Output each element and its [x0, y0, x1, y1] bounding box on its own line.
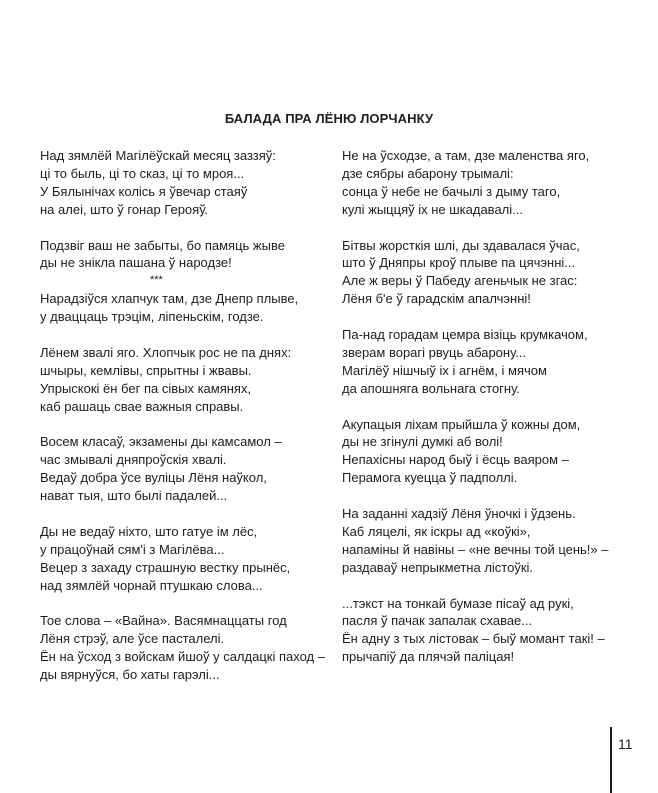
verse-line: ды не знікла пашана ў народзе!	[40, 255, 232, 271]
verse-line: Над зямлёй Магілёўскай месяц заззяў:	[40, 148, 276, 163]
stanza	[342, 147, 632, 219]
verse-line: сонца ў небе не бачылі з дыму таго,	[342, 183, 561, 199]
verse-line: Ён адну з тых лістовак – быў момант такі! –	[342, 631, 605, 647]
verse-line: прычапіў да плячэй паліцая!	[342, 649, 515, 665]
verse-line: шчыры, кемлівы, спрытны і жвавы.	[40, 362, 252, 378]
verse-line: Восем класаў, экзамены ды камсамол –	[40, 434, 282, 450]
stanza	[342, 505, 632, 577]
verse-line: над зямлёй чорнай птушкаю слова...	[40, 577, 263, 593]
verse-line: ...тэкст на тонкай бумазе пісаў ад рукі,	[342, 595, 574, 611]
page-number: 11	[618, 736, 633, 752]
verse-line: на алеі, што ў гонар Герояў.	[40, 201, 209, 217]
verse-line: Непахісны народ быў і ёсць ваяром –	[342, 452, 569, 468]
verse-line: у працоўнай сям'і з Магілёва...	[40, 541, 225, 557]
stanza	[342, 237, 632, 309]
verse-line: Вецер з захаду страшную вестку прынёс,	[40, 559, 291, 575]
section-divider: ***	[150, 274, 163, 287]
verse-line: напаміны й навіны – «не вечны той цень!» –	[342, 541, 609, 557]
verse-line: Тое слова – «Вайна». Васямнаццаты год	[40, 613, 287, 629]
stanza	[40, 344, 335, 416]
verse-line: нават тыя, што былі падалей...	[40, 488, 228, 504]
stanza	[40, 433, 335, 505]
verse-line: Ды не ведаў ніхто, што гатуе ім лёс,	[40, 523, 258, 539]
poem-title: БАЛАДА ПРА ЛЁНЮ ЛОРЧАНКУ	[224, 111, 434, 126]
verse-line: Лёня стрэў, але ўсе пасталелі.	[40, 631, 225, 647]
verse-line: Ён на ўсход з войскам йшоў у салдацкі паход –	[40, 649, 325, 665]
verse-line: Перамога куецца ў падполлі.	[342, 470, 518, 486]
verse-line: кулі жыццяў іх не шкадавалі...	[342, 201, 523, 217]
verse-line: Упрыскокі ён бег па сівых камянях,	[40, 380, 252, 396]
verse-line: Не на ўсходзе, а там, дзе маленства яго,	[342, 148, 590, 163]
verse-line: зверам ворагі рвуць абарону...	[342, 344, 527, 360]
verse-line: Але ж веры ў Пабеду агеньчык не згас:	[342, 273, 578, 289]
stanza	[40, 237, 335, 273]
verse-line: у дваццаць трэцім, ліпеньскім, годзе.	[40, 309, 264, 325]
verse-line: што ў Дняпры кроў плыве па цячэнні...	[342, 255, 576, 271]
right-column	[342, 147, 632, 684]
verse-line: У Бялынічах колісь я ўвечар стаяў	[40, 183, 248, 199]
verse-line: Каб ляцелі, як іскры ад «коўкі»,	[342, 523, 531, 539]
verse-line: На заданні хадзіў Лёня ўночкі і ўдзень.	[342, 506, 576, 522]
verse-line: Подзвіг ваш не забыты, бо памяць жыве	[40, 237, 285, 253]
stanza	[40, 612, 335, 684]
verse-line: Па-над горадам цемра візіць крумкачом,	[342, 327, 588, 343]
verse-line: Лёнем звалі яго. Хлопчык рос не па днях:	[40, 344, 292, 360]
page-number-rule	[610, 727, 612, 793]
verse-line: Нарадзіўся хлапчук там, дзе Днепр плыве,	[40, 291, 299, 307]
verse-line: да апошняга вольнага стогну.	[342, 380, 520, 396]
verse-line: пасля ў пачак запалак схавае...	[342, 613, 533, 629]
verse-line: Ведаў добра ўсе вуліцы Лёня наўкол,	[40, 470, 267, 486]
verse-line: ці то быль, ці то сказ, ці то мроя...	[40, 165, 245, 181]
stanza	[40, 523, 335, 595]
verse-line: дзе сябры абарону трымалі:	[342, 165, 514, 181]
left-column	[40, 147, 335, 702]
stanza	[342, 326, 632, 398]
stanza	[40, 147, 335, 219]
stanza	[40, 290, 335, 326]
verse-line: Магілёў нішчыў іх і агнём, і мячом	[342, 362, 547, 378]
verse-line: Бітвы жорсткія шлі, ды здавалася ўчас,	[342, 237, 580, 253]
verse-line: ды не згінулі думкі аб волі!	[342, 434, 503, 450]
verse-line: Лёня б'е ў гарадскім апалчэнні!	[342, 291, 531, 307]
verse-line: час змывалі дняпроўскія хвалі.	[40, 452, 227, 468]
stanza	[342, 595, 632, 667]
verse-line: ды вярнуўся, бо хаты гарэлі...	[40, 667, 220, 683]
verse-line: Акупацыя ліхам прыйшла ў кожны дом,	[342, 416, 581, 432]
verse-line: раздаваў непрыкметна лістоўкі.	[342, 559, 534, 575]
stanza	[342, 416, 632, 488]
verse-line: каб рашаць свае важныя справы.	[40, 398, 244, 414]
